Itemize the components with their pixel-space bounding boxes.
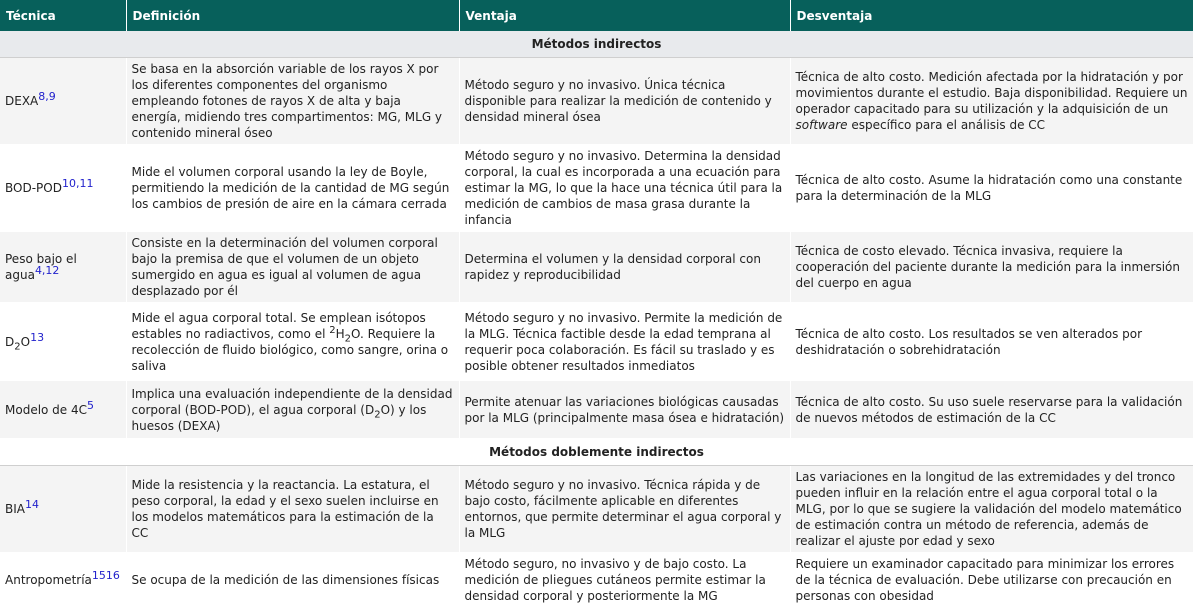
definition-cell: Se ocupa de la medición de las dimensiones físicas <box>126 553 459 608</box>
advantage-cell: Método seguro y no invasivo. Permite la medición de la MLG. Técnica factible desde la edad temprana al requerir poca colaboración. Es fácil su traslado y es posible obtener resultados inmediatos <box>459 303 790 381</box>
table-row <box>0 303 1193 381</box>
reference-link[interactable]: 10,11 <box>61 177 94 190</box>
definition-cell: Se basa en la absorción variable de los rayos X por los diferentes componentes del organismo empleando fotones de rayos X de alta y baja energía, midiendo tres compartimentos: MG, MLG y contenido mineral óseo <box>126 58 459 145</box>
disadvantage-cell: Técnica de alto costo. Los resultados se ven alterados por deshidratación o sobrehidratación <box>790 303 1193 381</box>
section-title: Métodos doblemente indirectos <box>0 439 1193 466</box>
tech-name: BOD-POD <box>5 181 62 195</box>
section-row <box>0 439 1193 466</box>
reference-link[interactable]: 4,12 <box>34 264 60 277</box>
advantage-cell: Método seguro, no invasivo y de bajo costo. La medición de pliegues cutáneos permite estimar la densidad corporal y posteriormente la MG <box>459 553 790 608</box>
disadvantage-italic: software <box>795 118 848 132</box>
tech-cell <box>0 381 126 439</box>
disadvantage-cell <box>790 58 1193 145</box>
tech-cell <box>0 58 126 145</box>
reference-link[interactable]: 5 <box>87 398 95 412</box>
tech-cell <box>0 145 126 232</box>
reference-link[interactable]: 1516 <box>91 569 120 582</box>
tech-subscript: 2 <box>14 340 21 352</box>
table-row <box>0 553 1193 608</box>
definition-cell: Mide la resistencia y la reactancia. La estatura, el peso corporal, la edad y el sexo suelen incluirse en los modelos matemáticos para la estimación de la CC <box>126 466 459 553</box>
section-title: Métodos indirectos <box>0 31 1193 58</box>
tech-name: D <box>5 334 15 349</box>
isotope-superscript: 2 <box>329 324 336 336</box>
definition-text-end: O. Requiere la recolección de fluido biológico, como sangre, orina o saliva <box>131 326 449 373</box>
reference-link[interactable]: 8,9 <box>38 90 56 103</box>
header-tecnica: Técnica <box>0 0 126 31</box>
section-row <box>0 31 1193 58</box>
disadvantage-cell: Requiere un examinador capacitado para minimizar los errores de la técnica de evaluación. Debe utilizarse con precaución en personas con obesidad <box>790 553 1193 608</box>
definition-text: Implica una evaluación independiente de la densidad corporal (BOD-POD), el agua corporal (D <box>131 386 453 417</box>
definition-cell: Consiste en la determinación del volumen corporal bajo la premisa de que el volumen de un objeto sumergido en agua es igual al volumen de agua desplazado por él <box>126 232 459 303</box>
advantage-cell: Método seguro y no invasivo. Determina la densidad corporal, la cual es incorporada a una ecuación para estimar la MG, lo que la hace una técnica útil para la medición de cambios de masa grasa durante la infancia <box>459 145 790 232</box>
header-definicion: Definición <box>126 0 459 31</box>
tech-name: Peso bajo el agua <box>5 252 77 282</box>
tech-cell <box>0 303 126 381</box>
disadvantage-cell: Técnica de alto costo. Asume la hidratación como una constante para la determinación de la MLG <box>790 145 1193 232</box>
definition-subscript: 2 <box>344 332 352 344</box>
definition-element: H <box>335 326 345 341</box>
disadvantage-cell: Las variaciones en la longitud de las extremidades y del tronco pueden influir en la relación entre el agua corporal total o la MLG, por lo que se sugiere la validación del modelo matemático de estimación contra un método de referencia, además de realizar el ajuste por edad y sexo <box>790 466 1193 553</box>
advantage-cell: Método seguro y no invasivo. Técnica rápida y de bajo costo, fácilmente aplicable en diferentes entornos, que permite determinar el agua corporal y la MLG <box>459 466 790 553</box>
tech-cell <box>0 553 126 608</box>
tech-cell <box>0 232 126 303</box>
header-desventaja: Desventaja <box>790 0 1193 31</box>
advantage-cell: Determina el volumen y la densidad corporal con rapidez y reproducibilidad <box>459 232 790 303</box>
tech-name-end: O <box>20 334 31 349</box>
tech-name: BIA <box>5 502 25 516</box>
disadvantage-cell: Técnica de costo elevado. Técnica invasiva, requiere la cooperación del paciente durante la medición para la inmersión del cuerpo en agua <box>790 232 1193 303</box>
definition-cell <box>126 303 459 381</box>
header-row <box>0 0 1193 31</box>
tech-name: Antropometría <box>5 573 92 587</box>
definition-text-end: O) y los huesos (DEXA) <box>131 402 427 433</box>
tech-name: DEXA <box>5 94 39 108</box>
table-row <box>0 145 1193 232</box>
disadvantage-text-end: específico para el análisis de CC <box>847 118 1046 132</box>
header-ventaja: Ventaja <box>459 0 790 31</box>
disadvantage-text: Técnica de alto costo. Medición afectada por la hidratación y por movimientos durante el estudio. Baja disponibilidad. Requiere un operador capacitado para su utilización y la adquisición de un <box>795 70 1188 116</box>
definition-text: Mide el agua corporal total. Se emplean isótopos estables no radiactivos, como el <box>131 310 426 341</box>
definition-cell <box>126 381 459 439</box>
table-row <box>0 232 1193 303</box>
table-row <box>0 58 1193 145</box>
table-row <box>0 466 1193 553</box>
reference-link[interactable]: 13 <box>30 330 45 344</box>
definition-cell: Mide el volumen corporal usando la ley de Boyle, permitiendo la medición de la cantidad de MG según los cambios de presión de aire en la cámara cerrada <box>126 145 459 232</box>
disadvantage-cell: Técnica de alto costo. Su uso suele reservarse para la validación de nuevos métodos de estimación de la CC <box>790 381 1193 439</box>
definition-subscript: 2 <box>374 408 381 420</box>
advantage-cell: Permite atenuar las variaciones biológicas causadas por la MLG (principalmente masa ósea e hidratación) <box>459 381 790 439</box>
tech-name: Modelo de 4C <box>5 402 88 417</box>
table-row <box>0 381 1193 439</box>
reference-link[interactable]: 14 <box>24 498 39 511</box>
tech-cell <box>0 466 126 553</box>
advantage-cell: Método seguro y no invasivo. Única técnica disponible para realizar la medición de contenido y densidad mineral ósea <box>459 58 790 145</box>
